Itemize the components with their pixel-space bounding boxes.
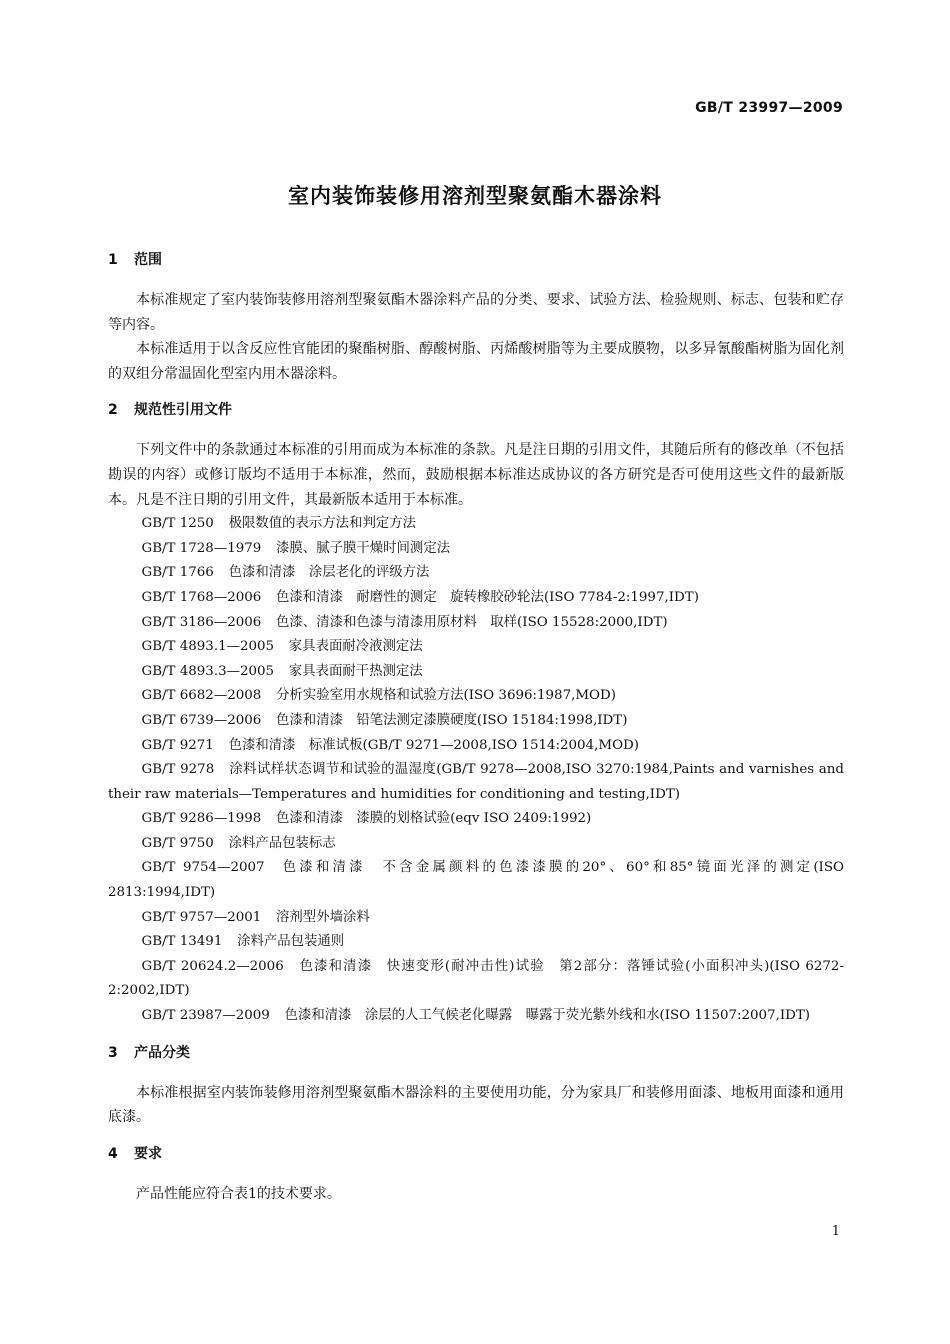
reference-title: 色漆和清漆 涂层老化的评级方法 (228, 565, 430, 581)
section-number: 1 (108, 252, 118, 268)
reference-item (108, 611, 844, 636)
page-number: 1 (831, 1224, 840, 1239)
reference-code: GB/T 3186—2006 (141, 614, 262, 630)
reference-code: GB/T 13491 (141, 934, 223, 950)
reference-list (108, 512, 844, 1028)
reference-title: 色漆和清漆 标准试板(GB/T 9271—2008,ISO 1514:2004,MOD) (228, 737, 640, 753)
reference-title: 色漆和清漆 耐磨性的测定 旋转橡胶砂轮法(ISO 7784-2:1997,IDT) (276, 589, 699, 605)
reference-item (108, 586, 844, 611)
reference-code: GB/T 9754—2007 (141, 860, 265, 876)
section-title: 规范性引用文件 (134, 402, 232, 419)
paragraph: 本标准规定了室内装饰装修用溶剂型聚氨酯木器涂料产品的分类、要求、试验方法、检验规则、标志、包装和贮存等内容。 (108, 292, 844, 333)
reference-item (108, 1004, 844, 1029)
reference-title: 色漆和清漆 不含金属颜料的色漆漆膜的20°、60°和85°镜面光泽的测定(ISO 2813:1994,IDT) (108, 860, 844, 901)
section-heading-requirements (108, 1144, 844, 1164)
section-title: 要求 (134, 1145, 162, 1162)
paragraph: 本标准适用于以含反应性官能团的聚酯树脂、醇酸树脂、丙烯酸树脂等为主要成膜物，以多异氰酸酯树脂为固化剂的双组分常温固化型室内用木器涂料。 (108, 341, 844, 382)
paragraph: 本标准根据室内装饰装修用溶剂型聚氨酯木器涂料的主要使用功能，分为家具厂和装修用面漆、地板用面漆和通用底漆。 (108, 1084, 844, 1126)
reference-item (108, 955, 844, 1004)
reference-item (108, 709, 844, 734)
reference-code: GB/T 1250 (141, 516, 214, 532)
reference-item (108, 734, 844, 759)
reference-code: GB/T 4893.1—2005 (141, 639, 275, 655)
reference-code: GB/T 1768—2006 (141, 589, 262, 605)
reference-item (108, 906, 844, 931)
reference-item (108, 635, 844, 660)
reference-title: 色漆和清漆 涂层的人工气候老化曝露 曝露于荧光紫外线和水(ISO 11507:2007,IDT) (284, 1008, 811, 1024)
section-number: 2 (108, 402, 118, 419)
reference-code: GB/T 9750 (141, 835, 214, 851)
reference-code: GB/T 9286—1998 (141, 811, 262, 827)
reference-title: 色漆和清漆 快速变形(耐冲击性)试验 第2部分：落锤试验(小面积冲头)(ISO 6272-2:2002,IDT) (108, 958, 844, 999)
reference-code: GB/T 9278 (141, 762, 215, 778)
reference-code: GB/T 9271 (141, 737, 214, 753)
reference-code: GB/T 4893.3—2005 (141, 663, 275, 679)
reference-code: GB/T 20624.2—2006 (141, 958, 284, 974)
reference-code: GB/T 1766 (141, 565, 214, 581)
reference-title: 色漆、清漆和色漆与清漆用原材料 取样(ISO 15528:2000,IDT) (276, 614, 668, 630)
reference-item (108, 758, 844, 807)
reference-title: 涂料试样状态调节和试验的温湿度(GB/T 9278—2008,ISO 3270:1984,Paints and varnishes and their raw materials—Temperatures and humidities for conditioning and testing,IDT) (108, 762, 844, 802)
reference-code: GB/T 6682—2008 (141, 688, 262, 704)
reference-item (108, 930, 844, 955)
reference-item (108, 537, 844, 562)
section-heading-classification (108, 1043, 844, 1063)
paragraph: 产品性能应符合表1的技术要求。 (136, 1185, 341, 1202)
reference-item (108, 856, 844, 905)
reference-code: GB/T 9757—2001 (141, 909, 262, 925)
document-body (108, 250, 844, 1206)
reference-title: 溶剂型外墙涂料 (276, 909, 370, 925)
paragraph: 下列文件中的条款通过本标准的引用而成为本标准的条款。凡是注日期的引用文件，其随后所有的修改单（不包括勘误的内容）或修订版均不适用于本标准，然而，鼓励根据本标准达成协议的各方研究是否可使用这些文件的最新版本。凡是不注日期的引用文件，其最新版本适用于本标准。 (108, 442, 844, 508)
reference-title: 漆膜、腻子膜干燥时间测定法 (276, 540, 451, 556)
reference-title: 家具表面耐冷液测定法 (288, 639, 423, 655)
reference-code: GB/T 6739—2006 (141, 712, 262, 728)
reference-code: GB/T 23987—2009 (141, 1008, 270, 1024)
document-title: 室内装饰装修用溶剂型聚氨酯木器涂料 (288, 184, 662, 208)
section-number: 3 (108, 1044, 118, 1061)
reference-title: 色漆和清漆 铅笔法测定漆膜硬度(ISO 15184:1998,IDT) (276, 712, 628, 728)
reference-item (108, 561, 844, 586)
reference-item (108, 660, 844, 685)
standard-number: GB/T 23997—2009 (695, 100, 843, 116)
reference-item (108, 684, 844, 709)
reference-title: 极限数值的表示方法和判定方法 (228, 516, 417, 532)
section-number: 4 (108, 1145, 118, 1162)
reference-item (108, 807, 844, 832)
reference-item (108, 512, 844, 537)
section-title: 产品分类 (134, 1044, 190, 1061)
reference-title: 色漆和清漆 漆膜的划格试验(eqv ISO 2409:1992) (276, 811, 592, 827)
reference-title: 家具表面耐干热测定法 (288, 663, 423, 679)
reference-title: 分析实验室用水规格和试验方法(ISO 3696:1987,MOD) (276, 688, 616, 704)
reference-title: 涂料产品包装通则 (237, 934, 345, 950)
reference-item (108, 832, 844, 857)
reference-code: GB/T 1728—1979 (141, 540, 262, 556)
reference-title: 涂料产品包装标志 (228, 835, 336, 851)
section-heading-scope (108, 250, 844, 270)
section-title: 范围 (134, 252, 162, 268)
section-heading-normative-references (108, 400, 844, 420)
